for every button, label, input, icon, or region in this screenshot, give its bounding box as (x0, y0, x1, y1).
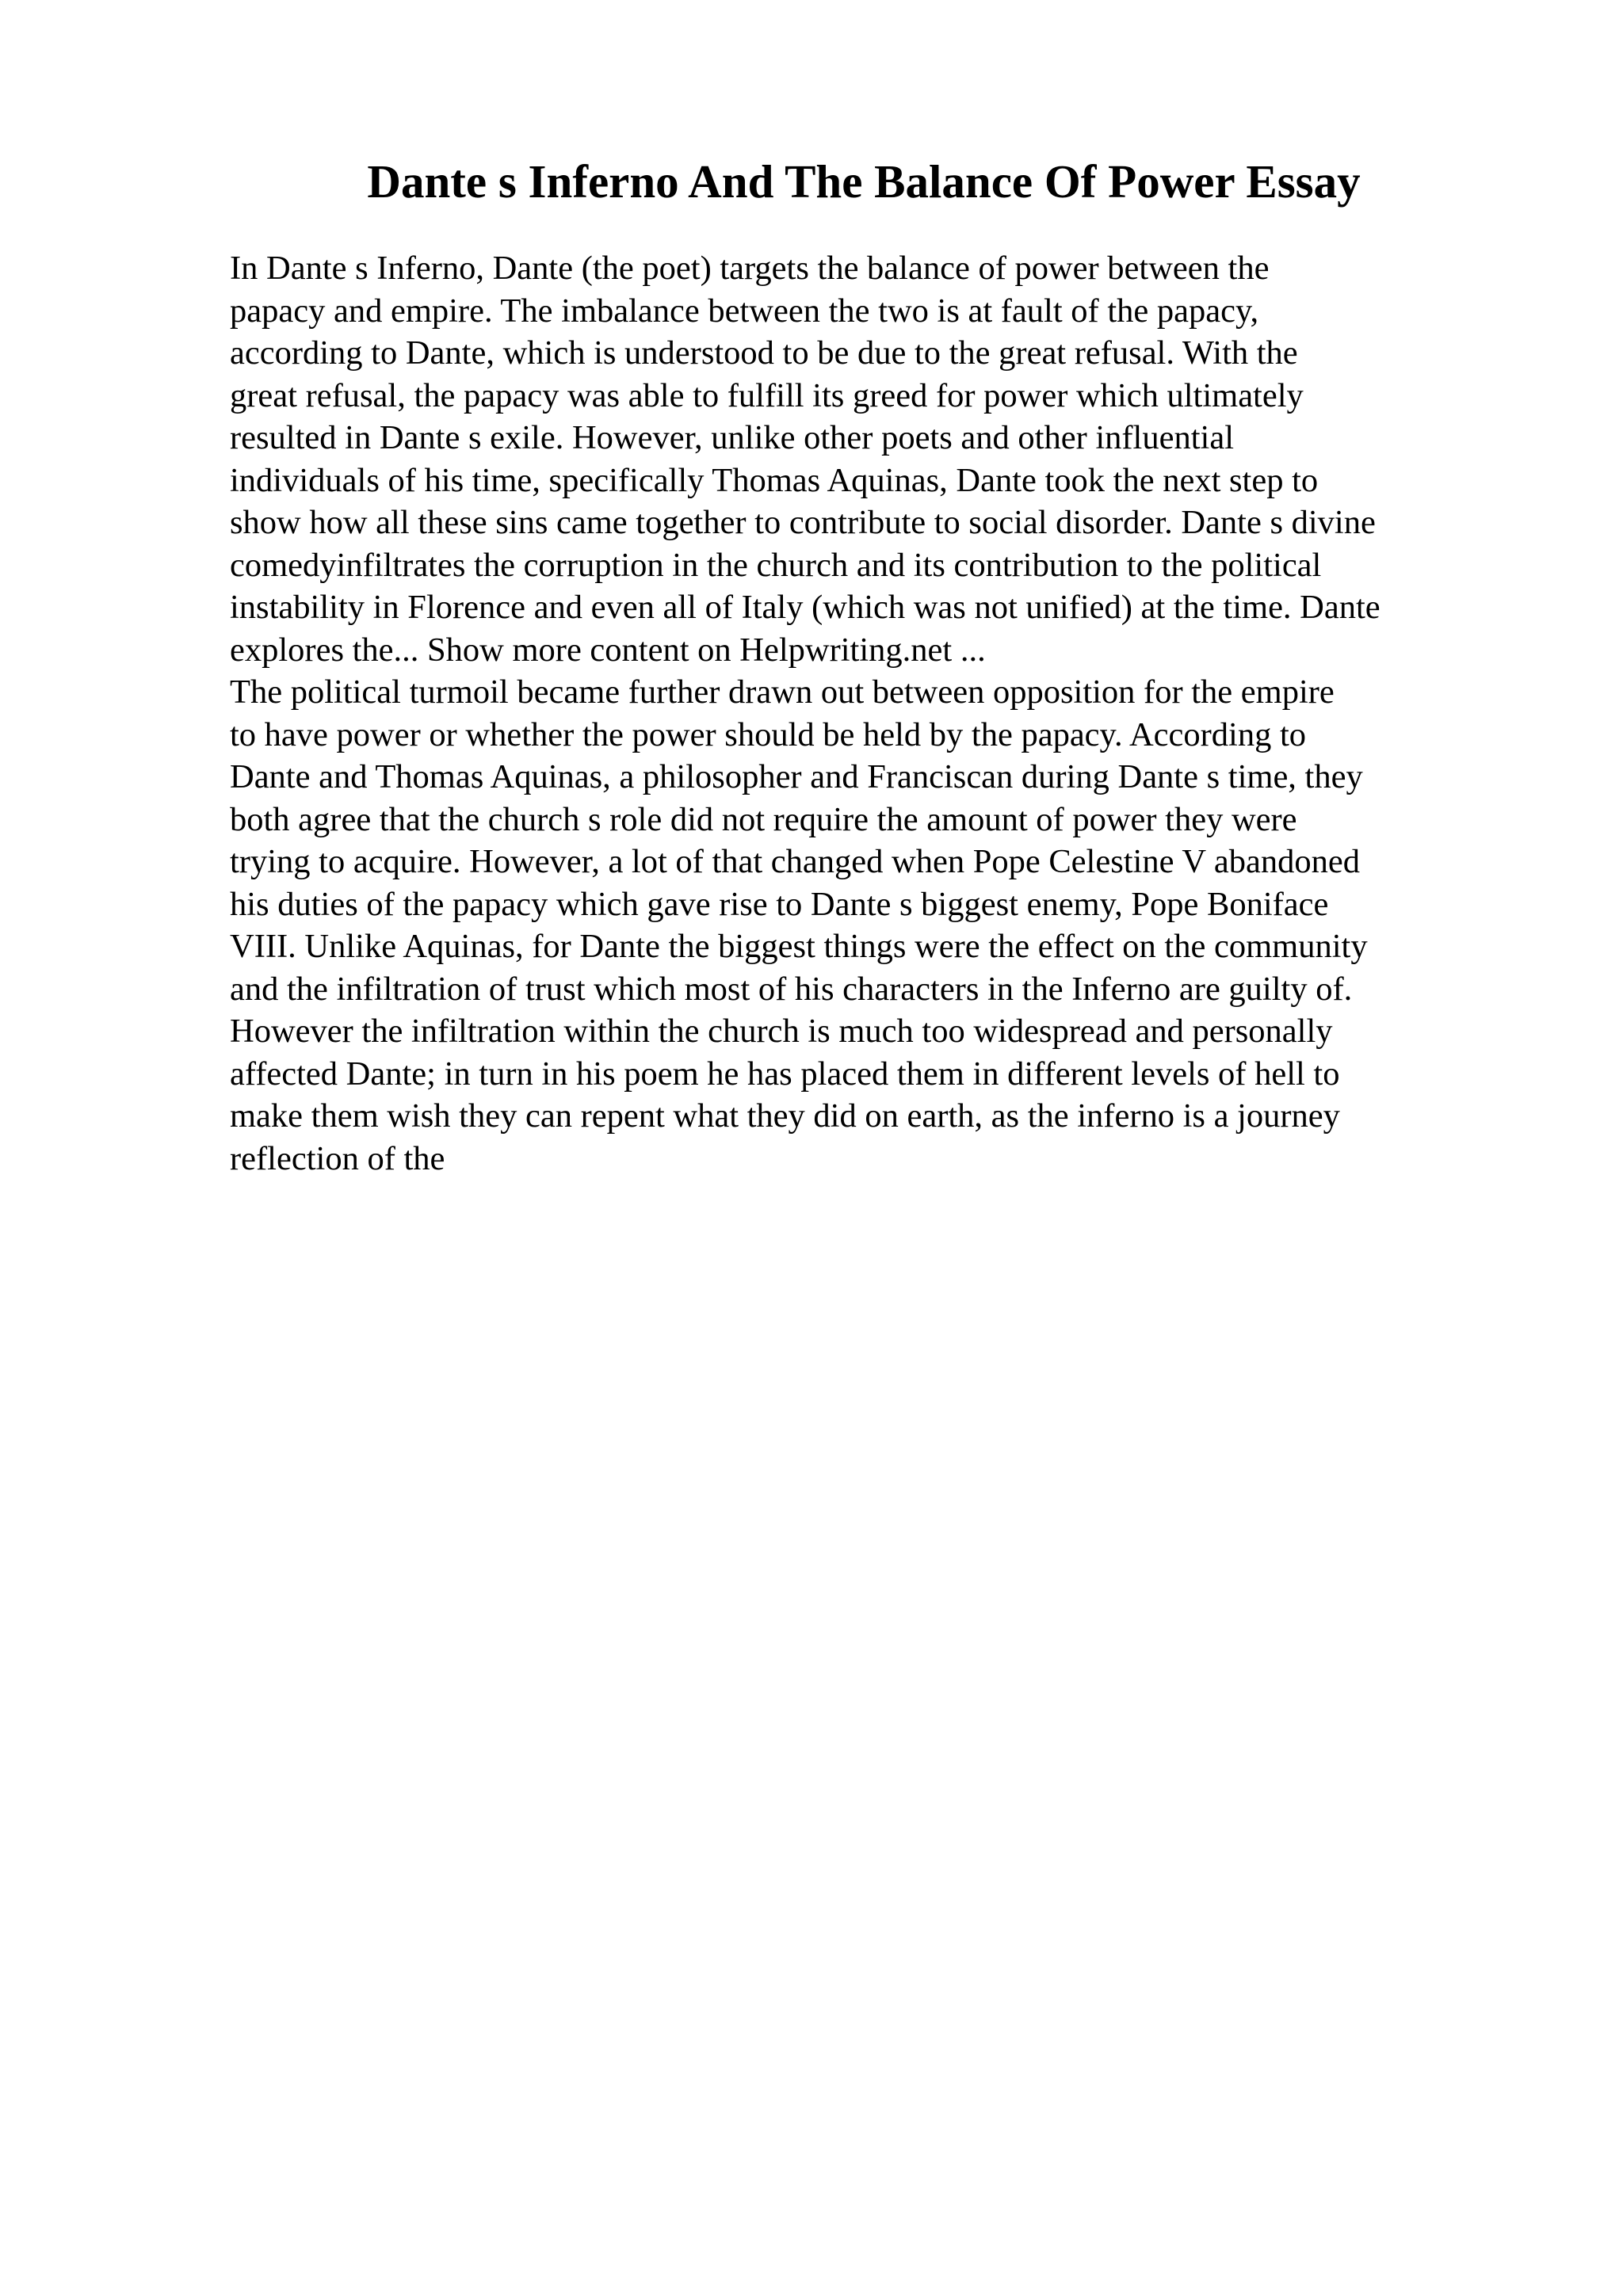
text-line: his duties of the papacy which gave rise to Dante s biggest enemy, Pope Boniface (230, 885, 1329, 923)
text-line: The political turmoil became further drawn out between opposition for the empire (230, 673, 1335, 711)
text-line: instability in Florence and even all of Italy (which was not unified) at the time. Dante (230, 589, 1381, 626)
text-line: affected Dante; in turn in his poem he has placed them in different levels of hell to (230, 1055, 1340, 1093)
essay-body (230, 247, 1577, 1180)
text-line: reflection of the (230, 1139, 445, 1177)
text-line: VIII. Unlike Aquinas, for Dante the biggest things were the effect on the community (230, 928, 1368, 965)
text-line: Dante and Thomas Aquinas, a philosopher and Franciscan during Dante s time, they (230, 758, 1363, 795)
text-line: show how all these sins came together to contribute to social disorder. Dante s divine (230, 504, 1376, 541)
text-line: to have power or whether the power should be held by the papacy. According to (230, 715, 1307, 753)
text-line: according to Dante, which is understood to be due to the great refusal. With the (230, 334, 1298, 372)
text-line: both agree that the church s role did not require the amount of power they were (230, 800, 1297, 838)
text-line: explores the... Show more content on Helpwriting.net ... (230, 631, 986, 669)
text-line: However the infiltration within the church is much too widespread and personally (230, 1013, 1333, 1050)
document-title: Dante s Inferno And The Balance Of Power Essay (367, 155, 1361, 208)
text-line: and the infiltration of trust which most of his characters in the Inferno are guilty of. (230, 970, 1353, 1008)
text-line: individuals of his time, specifically Thomas Aquinas, Dante took the next step to (230, 461, 1319, 499)
text-line: In Dante s Inferno, Dante (the poet) targets the balance of power between the (230, 250, 1270, 287)
text-line: great refusal, the papacy was able to fulfill its greed for power which ultimately (230, 376, 1304, 414)
text-line: resulted in Dante s exile. However, unlike other poets and other influential (230, 419, 1235, 456)
text-line: comedyinfiltrates the corruption in the church and its contribution to the political (230, 546, 1322, 584)
text-line: trying to acquire. However, a lot of that changed when Pope Celestine V abandoned (230, 843, 1360, 880)
text-line: make them wish they can repent what they did on earth, as the inferno is a journey (230, 1097, 1340, 1135)
text-line: papacy and empire. The imbalance between the two is at fault of the papacy, (230, 292, 1259, 330)
